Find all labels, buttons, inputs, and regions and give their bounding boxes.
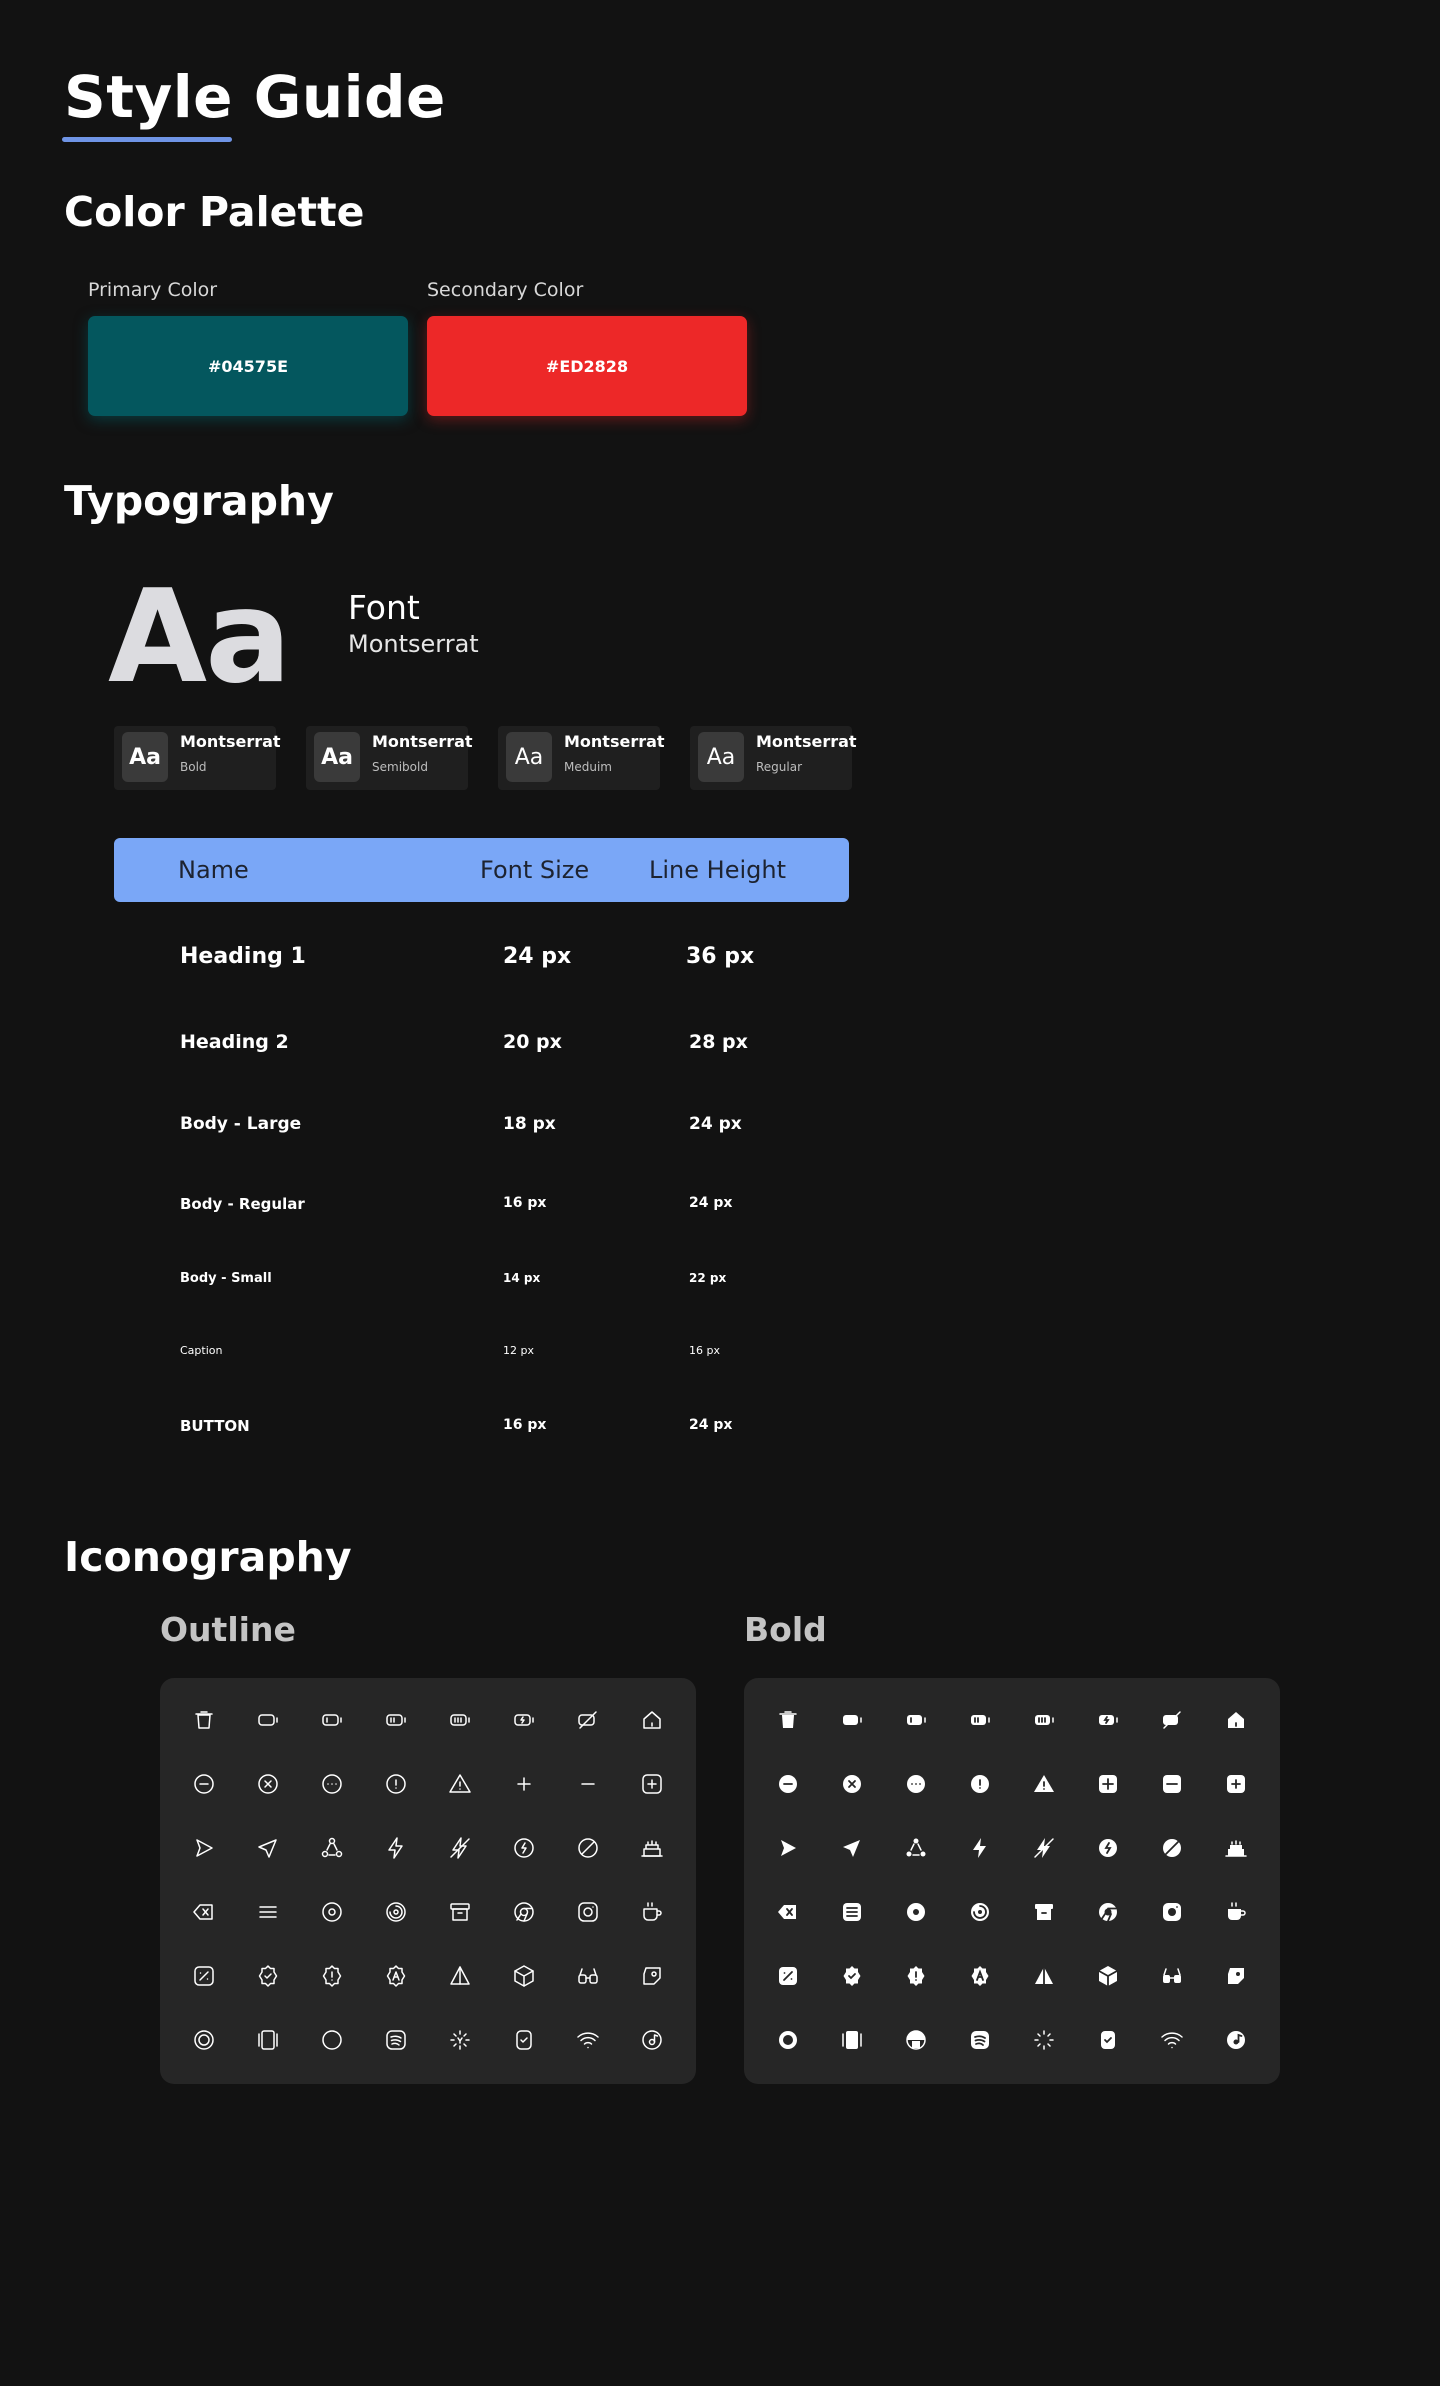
- style-line-height: 36 px: [686, 944, 755, 969]
- warning-icon[interactable]: [1032, 1772, 1056, 1796]
- primary-color-swatch[interactable]: [88, 316, 408, 416]
- battery-slash-icon[interactable]: [576, 1708, 600, 1732]
- style-line-height: 22 px: [689, 1271, 727, 1285]
- loading-icon[interactable]: [384, 1900, 408, 1924]
- wifi-icon[interactable]: [1160, 2028, 1184, 2052]
- battery-low-icon[interactable]: [904, 1708, 928, 1732]
- glasses-icon[interactable]: [1160, 1964, 1184, 1988]
- style-line-height: 28 px: [689, 1031, 748, 1053]
- font-weight-name: Bold: [180, 760, 207, 774]
- tag-icon[interactable]: [640, 1964, 664, 1988]
- instagram-icon[interactable]: [1160, 1900, 1184, 1924]
- coffee-icon[interactable]: [1224, 1900, 1248, 1924]
- warning-icon[interactable]: [448, 1772, 472, 1796]
- style-name: Heading 2: [180, 1031, 289, 1053]
- box-icon[interactable]: [1096, 1964, 1120, 1988]
- style-font-size: 18 px: [503, 1114, 556, 1134]
- instagram-icon[interactable]: [576, 1900, 600, 1924]
- font-weight-card: [306, 726, 473, 790]
- info-circle-icon[interactable]: [384, 1772, 408, 1796]
- flash-circle-icon[interactable]: [1096, 1836, 1120, 1860]
- shape-icon[interactable]: [320, 2028, 344, 2052]
- battery-full-icon[interactable]: [448, 1708, 472, 1732]
- font-sample-large: Aa: [108, 563, 290, 712]
- font-weight-card: [114, 726, 281, 790]
- style-font-size: 12 px: [503, 1344, 534, 1357]
- loading-icon[interactable]: [968, 1900, 992, 1924]
- spotify-icon[interactable]: [384, 2028, 408, 2052]
- info-badge-icon[interactable]: [904, 1964, 928, 1988]
- primary-color-hex: #04575E: [208, 356, 288, 376]
- battery-low-icon[interactable]: [320, 1708, 344, 1732]
- style-font-size: 16 px: [503, 1195, 547, 1211]
- focus-icon[interactable]: [448, 2028, 472, 2052]
- style-font-size: 24 px: [503, 944, 572, 969]
- minus-circle-icon[interactable]: [192, 1772, 216, 1796]
- style-name: Body - Large: [180, 1114, 302, 1134]
- nodes-icon[interactable]: [904, 1836, 928, 1860]
- outline-icons-heading: Outline: [160, 1610, 296, 1649]
- color-palette-heading: Color Palette: [64, 188, 365, 236]
- font-weight-name: Meduim: [564, 760, 612, 774]
- coffee-icon[interactable]: [640, 1900, 664, 1924]
- layers-icon[interactable]: [256, 2028, 280, 2052]
- typography-heading: Typography: [64, 477, 334, 525]
- copy-success-icon[interactable]: [1096, 2028, 1120, 2052]
- music-disc-icon[interactable]: [640, 2028, 664, 2052]
- send-icon[interactable]: [776, 1836, 800, 1860]
- style-line-height: 16 px: [689, 1344, 720, 1357]
- info-badge-icon[interactable]: [320, 1964, 344, 1988]
- trash-icon[interactable]: [776, 1708, 800, 1732]
- archive-icon[interactable]: [1032, 1900, 1056, 1924]
- page-title: Style Guide: [64, 63, 446, 131]
- send-arrow-icon[interactable]: [840, 1836, 864, 1860]
- battery-full-icon[interactable]: [1032, 1708, 1056, 1732]
- percent-badge-icon[interactable]: [192, 1964, 216, 1988]
- iconography-heading: Iconography: [64, 1533, 352, 1581]
- close-circle-icon[interactable]: [840, 1772, 864, 1796]
- percent-badge-icon[interactable]: [776, 1964, 800, 1988]
- battery-half-icon[interactable]: [384, 1708, 408, 1732]
- font-family-name: Montserrat: [348, 630, 479, 658]
- verify-icon[interactable]: [256, 1964, 280, 1988]
- battery-charging-icon[interactable]: [512, 1708, 536, 1732]
- battery-charging-icon[interactable]: [1096, 1708, 1120, 1732]
- plus-icon[interactable]: [1096, 1772, 1120, 1796]
- music-disc-icon[interactable]: [1224, 2028, 1248, 2052]
- add-square-icon[interactable]: [1224, 1772, 1248, 1796]
- title-underline: [62, 137, 232, 142]
- battery-half-icon[interactable]: [968, 1708, 992, 1732]
- style-name: BUTTON: [180, 1417, 250, 1435]
- close-circle-icon[interactable]: [256, 1772, 280, 1796]
- style-font-size: 20 px: [503, 1031, 562, 1053]
- chrome-icon[interactable]: [512, 1900, 536, 1924]
- add-square-icon[interactable]: [640, 1772, 664, 1796]
- font-weight-tile: Aa: [122, 732, 168, 782]
- style-name: Body - Small: [180, 1271, 272, 1286]
- font-weight-family: Montserrat: [564, 732, 665, 751]
- secondary-color-hex: #ED2828: [545, 356, 629, 376]
- backspace-icon[interactable]: [776, 1900, 800, 1924]
- font-weight-family: Montserrat: [372, 732, 473, 751]
- minus-icon[interactable]: [1160, 1772, 1184, 1796]
- more-circle-icon[interactable]: [320, 1772, 344, 1796]
- flash-icon[interactable]: [968, 1836, 992, 1860]
- menu-icon[interactable]: [840, 1900, 864, 1924]
- glasses-icon[interactable]: [576, 1964, 600, 1988]
- font-weight-tile: Aa: [314, 732, 360, 782]
- archive-icon[interactable]: [448, 1900, 472, 1924]
- minus-circle-icon[interactable]: [776, 1772, 800, 1796]
- style-line-height: 24 px: [689, 1417, 733, 1433]
- shape-icon[interactable]: [904, 2028, 928, 2052]
- menu-icon[interactable]: [256, 1900, 280, 1924]
- record-icon[interactable]: [320, 1900, 344, 1924]
- box-icon[interactable]: [512, 1964, 536, 1988]
- font-weight-card: [690, 726, 857, 790]
- backspace-icon[interactable]: [192, 1900, 216, 1924]
- more-circle-icon[interactable]: [904, 1772, 928, 1796]
- font-label: Font: [348, 588, 420, 627]
- record-icon[interactable]: [904, 1900, 928, 1924]
- minus-icon[interactable]: [576, 1772, 600, 1796]
- triangle-3d-icon[interactable]: [1032, 1964, 1056, 1988]
- font-weight-card: [498, 726, 665, 790]
- triangle-3d-icon[interactable]: [448, 1964, 472, 1988]
- send-icon[interactable]: [192, 1836, 216, 1860]
- nodes-icon[interactable]: [320, 1836, 344, 1860]
- forbidden-icon[interactable]: [576, 1836, 600, 1860]
- layers-icon[interactable]: [840, 2028, 864, 2052]
- verify-icon[interactable]: [840, 1964, 864, 1988]
- column-font-size: Font Size: [480, 856, 590, 884]
- style-name: Heading 1: [180, 944, 306, 969]
- record-circle-icon[interactable]: [776, 2028, 800, 2052]
- outline-icon-panel: [160, 1678, 696, 2084]
- home-icon[interactable]: [640, 1708, 664, 1732]
- flash-slash-icon[interactable]: [1032, 1836, 1056, 1860]
- flash-slash-icon[interactable]: [448, 1836, 472, 1860]
- column-line-height: Line Height: [649, 856, 786, 884]
- trash-icon[interactable]: [192, 1708, 216, 1732]
- secondary-color-label: Secondary Color: [427, 279, 584, 301]
- style-line-height: 24 px: [689, 1195, 733, 1211]
- bold-icon-panel: [744, 1678, 1280, 2084]
- tag-icon[interactable]: [1224, 1964, 1248, 1988]
- focus-icon[interactable]: [1032, 2028, 1056, 2052]
- battery-slash-icon[interactable]: [1160, 1708, 1184, 1732]
- cake-icon[interactable]: [1224, 1836, 1248, 1860]
- chrome-icon[interactable]: [1096, 1900, 1120, 1924]
- flash-icon[interactable]: [384, 1836, 408, 1860]
- secondary-color-swatch[interactable]: [427, 316, 747, 416]
- forbidden-icon[interactable]: [1160, 1836, 1184, 1860]
- type-scale-table-header: [114, 838, 849, 902]
- style-name: Caption: [180, 1344, 223, 1357]
- a-badge-icon[interactable]: [384, 1964, 408, 1988]
- cake-icon[interactable]: [640, 1836, 664, 1860]
- style-line-height: 24 px: [689, 1114, 742, 1134]
- style-name: Body - Regular: [180, 1195, 305, 1213]
- font-weight-name: Regular: [756, 760, 803, 774]
- style-font-size: 16 px: [503, 1417, 547, 1433]
- home-icon[interactable]: [1224, 1708, 1248, 1732]
- font-weight-tile: Aa: [506, 732, 552, 782]
- a-badge-icon[interactable]: [968, 1964, 992, 1988]
- record-circle-icon[interactable]: [192, 2028, 216, 2052]
- send-arrow-icon[interactable]: [256, 1836, 280, 1860]
- primary-color-label: Primary Color: [88, 279, 218, 301]
- bold-icons-heading: Bold: [744, 1610, 827, 1649]
- plus-icon[interactable]: [512, 1772, 536, 1796]
- battery-empty-icon[interactable]: [256, 1708, 280, 1732]
- style-font-size: 14 px: [503, 1271, 541, 1285]
- font-weight-name: Semibold: [372, 760, 428, 774]
- font-weight-tile: Aa: [698, 732, 744, 782]
- flash-circle-icon[interactable]: [512, 1836, 536, 1860]
- battery-empty-icon[interactable]: [840, 1708, 864, 1732]
- wifi-icon[interactable]: [576, 2028, 600, 2052]
- info-circle-icon[interactable]: [968, 1772, 992, 1796]
- copy-success-icon[interactable]: [512, 2028, 536, 2052]
- column-name: Name: [178, 856, 249, 884]
- font-weight-family: Montserrat: [756, 732, 857, 751]
- spotify-icon[interactable]: [968, 2028, 992, 2052]
- font-weight-family: Montserrat: [180, 732, 281, 751]
